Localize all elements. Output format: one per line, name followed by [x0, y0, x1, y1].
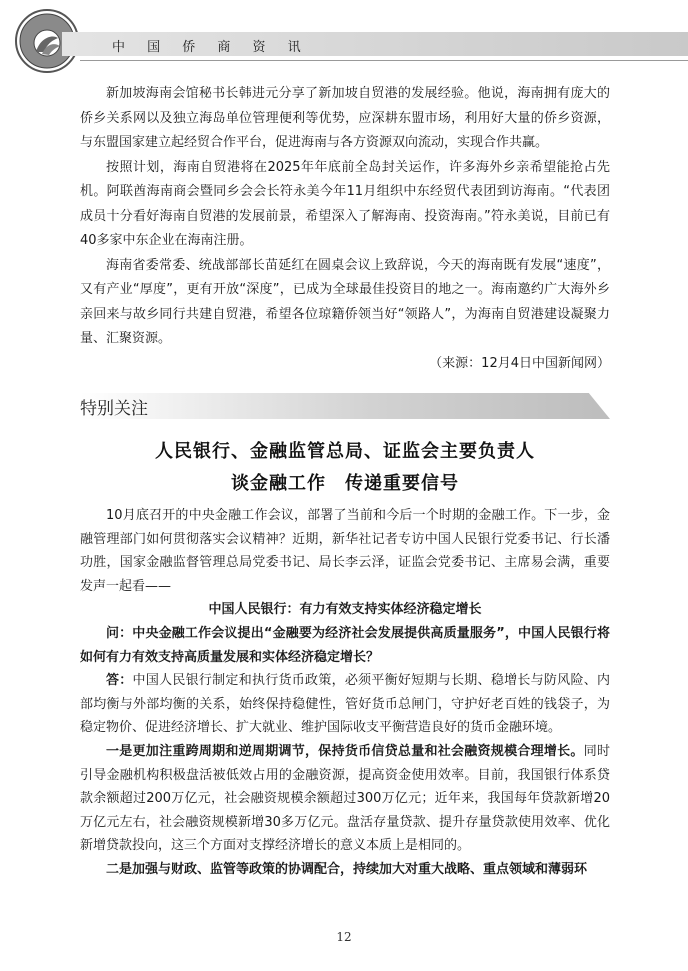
answer-point-1: [80, 740, 610, 858]
paragraph: 按照计划，海南自贸港将在2025年年底前全岛封关运作，许多海外乡亲希望能抢占先机。阿联酋海南商会暨同乡会会长符永美今年11月组织中东经贸代表团到访海南。“代表团成员十分看好海南自贸港的发展前景，希望深入了解海南、投资海南。”符永美说，目前已有40多家中东企业在海南注册。: [80, 159, 610, 248]
article-body: [80, 504, 610, 882]
page-number: 12: [336, 930, 352, 944]
interview-answer: [80, 669, 610, 740]
interview-question: 问：中央金融工作会议提出“金融要为经济社会发展提供高质量服务”，中国人民银行将如何有力有效支持高质量发展和实体经济稳定增长？: [80, 625, 610, 665]
point-1-heading: 一是更加注重跨周期和逆周期调节，保持货币信贷总量和社会融资规模合理增长。: [106, 743, 584, 759]
header-rule: [80, 60, 688, 61]
answer-label: 答：: [106, 673, 133, 689]
article-intro: 10月底召开的中央金融工作会议，部署了当前和今后一个时期的金融工作。下一步，金融管理部门如何贯彻落实会议精神？近期，新华社记者专访中国人民银行党委书记、行长潘功胜，国家金融监督管理总局党委书记、局长李云泽，证监会党委书记、主席易会满，重要发声一起看——: [80, 508, 610, 594]
header-title: 中 国 侨 商 资 讯: [112, 40, 310, 55]
answer-point-2: 二是加强与财政、监管等政策的协调配合，持续加大对重大战略、重点领域和薄弱环: [106, 861, 588, 877]
section-bar: [80, 393, 610, 419]
paragraph: 新加坡海南会馆秘书长韩进元分享了新加坡自贸港的发展经验。他说，海南拥有庞大的侨乡关系网以及独立海岛单位管理便利等优势，应深耕东盟市场，利用好大量的侨乡资源，与东盟国家建立起经贸合作平台，促进海南与各方资源双向流动，实现合作共赢。: [80, 86, 610, 150]
paragraph: 海南省委常委、统战部部长苗延红在圆桌会议上致辞说，今天的海南既有发展“速度”，又有产业“厚度”，更有开放“深度”，已成为全球最佳投资目的地之一。海南邀约广大海外乡亲回来与故乡同行共建自贸港，希望各位琼籍侨领当好“领路人”，为海南自贸港建设凝聚力量、汇聚资源。: [80, 257, 610, 346]
continuation-text: [80, 82, 610, 376]
article-title-line-2: 谈金融工作 传递重要信号: [231, 473, 459, 494]
section-title: 特别关注: [80, 399, 148, 419]
source-citation: （来源：12月4日中国新闻网）: [429, 355, 610, 371]
answer-text: 中国人民银行制定和执行货币政策，必须平衡好短期与长期、稳增长与防风险、内部均衡与外部均衡的关系，始终保持稳健性，管好货币总闸门，守护好老百姓的钱袋子，为稳定物价、促进经济增长、扩大就业、维护国际收支平衡营造良好的货币金融环境。: [80, 673, 610, 736]
article-title-line-1: 人民银行、金融监管总局、证监会主要负责人: [155, 441, 535, 462]
article-subhead: 中国人民银行：有力有效支持实体经济稳定增长: [208, 602, 482, 618]
page-header: [0, 0, 688, 80]
point-1-text: 同时引导金融机构积极盘活被低效占用的金融资源，提高资金使用效率。目前，我国银行体系贷款余额超过200万亿元，社会融资规模余额超过300万亿元；近年来，我国每年贷款新增20万亿元左右，社会融资规模新增30多万亿元。盘活存量贷款、提升存量贷款使用效率、优化新增贷款投向，这三个方面对支撑经济增长的意义本质上是相同的。: [80, 743, 610, 854]
